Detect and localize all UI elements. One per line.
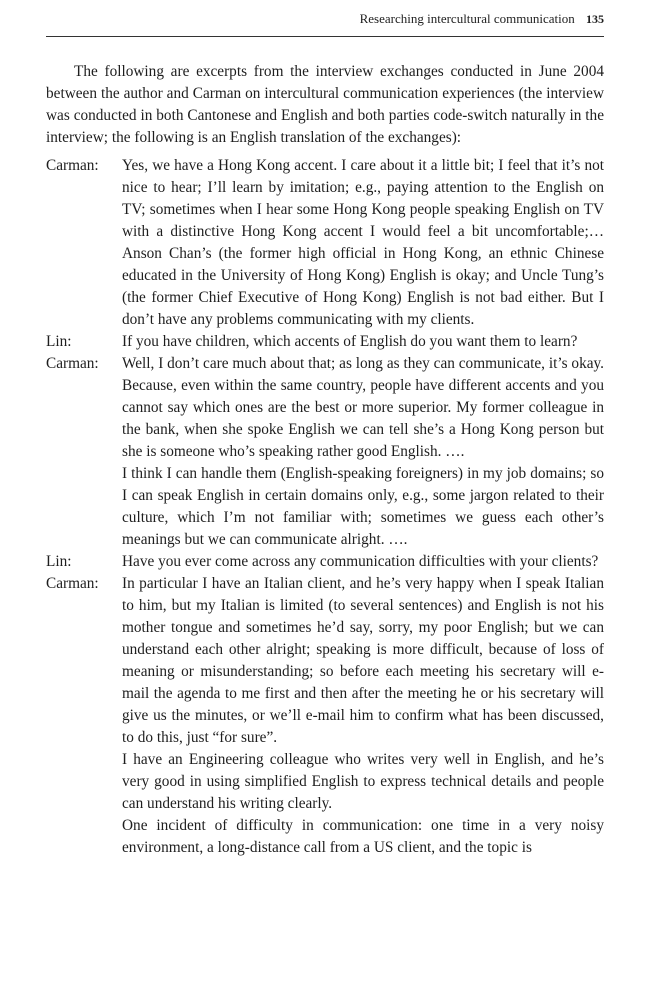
turn-text [122, 353, 604, 551]
turn-paragraph: One incident of difficulty in communication: one time in a very noisy environment, a long-distance call from a US client, and the topic is [122, 817, 604, 856]
speaker-label: Carman: [46, 157, 99, 174]
page-body [46, 61, 604, 859]
exchange-carman-3 [46, 573, 604, 859]
exchange-carman-1 [46, 155, 604, 331]
exchange-carman-2 [46, 353, 604, 551]
exchange-lin-2 [46, 551, 604, 573]
speaker-label: Carman: [46, 355, 99, 372]
running-title: Researching intercultural communication [359, 11, 575, 26]
turn-text [122, 551, 604, 573]
turn-paragraph: Yes, we have a Hong Kong accent. I care about it a little bit; I feel that it’s not nice to hear; I’ll learn by imitation; e.g., paying attention to the English on TV; sometimes when I hear some Hong Kong people speaking English on TV with a distinctive Hong Kong accent I would feel a bit uncomfortable;… Anson Chan’s (the former high official in Hong Kong, an ethnic Chinese educated in the University of Hong Kong) English is okay; and Uncle Tung’s (the former Chief Executive of Hong Kong) English is not bad either. But I don’t have any problems communicating with my clients. [122, 157, 604, 328]
speaker-label: Carman: [46, 575, 99, 592]
turn-text [122, 331, 604, 353]
turn-paragraph: If you have children, which accents of English do you want them to learn? [122, 333, 578, 350]
turn-paragraph: I have an Engineering colleague who writes very well in English, and he’s very good in using simplified English to express technical details and people can understand his writing clearly. [122, 751, 604, 812]
turn-text [122, 573, 604, 859]
turn-paragraph: Have you ever come across any communication difficulties with your clients? [122, 553, 599, 570]
exchange-lin-1 [46, 331, 604, 353]
turn-text [122, 155, 604, 331]
speaker-label: Lin: [46, 553, 72, 570]
running-header [46, 10, 604, 37]
turn-paragraph: Well, I don’t care much about that; as long as they can communicate, it’s okay. Because, even within the same country, people have different accents and you cannot say which ones are the best or more superior. My former colleague in the bank, when she spoke English we can tell she’s a Hong Kong person but she is someone who’s speaking rather good English. …. [122, 355, 604, 460]
speaker-label: Lin: [46, 333, 72, 350]
turn-paragraph: In particular I have an Italian client, and he’s very happy when I speak Italian to him, but my Italian is limited (to several sentences) and English is not his mother tongue and sometimes he’d say, sorry, my poor English; but we can understand each other alright; speaking is more difficult, because of loss of meaning or misunderstanding; so before each meeting his secretary will e-mail the agenda to me first and then after the meeting he or his secretary will give us the minutes, or we’ll e-mail him to confirm what has been discussed, to do this, just “for sure”. [122, 575, 604, 746]
intro-paragraph: The following are excerpts from the interview exchanges conducted in June 2004 between the author and Carman on intercultural communication experiences (the interview was conducted in both Cantonese and English and both parties code-switch naturally in the interview; the following is an English translation of the exchanges): [46, 63, 604, 146]
page-number: 135 [586, 12, 604, 26]
turn-paragraph: I think I can handle them (English-speaking foreigners) in my job domains; so I can speak English in certain domains only, e.g., some jargon related to their culture, which I’m not familiar with; sometimes we guess each other’s meanings but we can communicate alright. …. [122, 465, 604, 548]
